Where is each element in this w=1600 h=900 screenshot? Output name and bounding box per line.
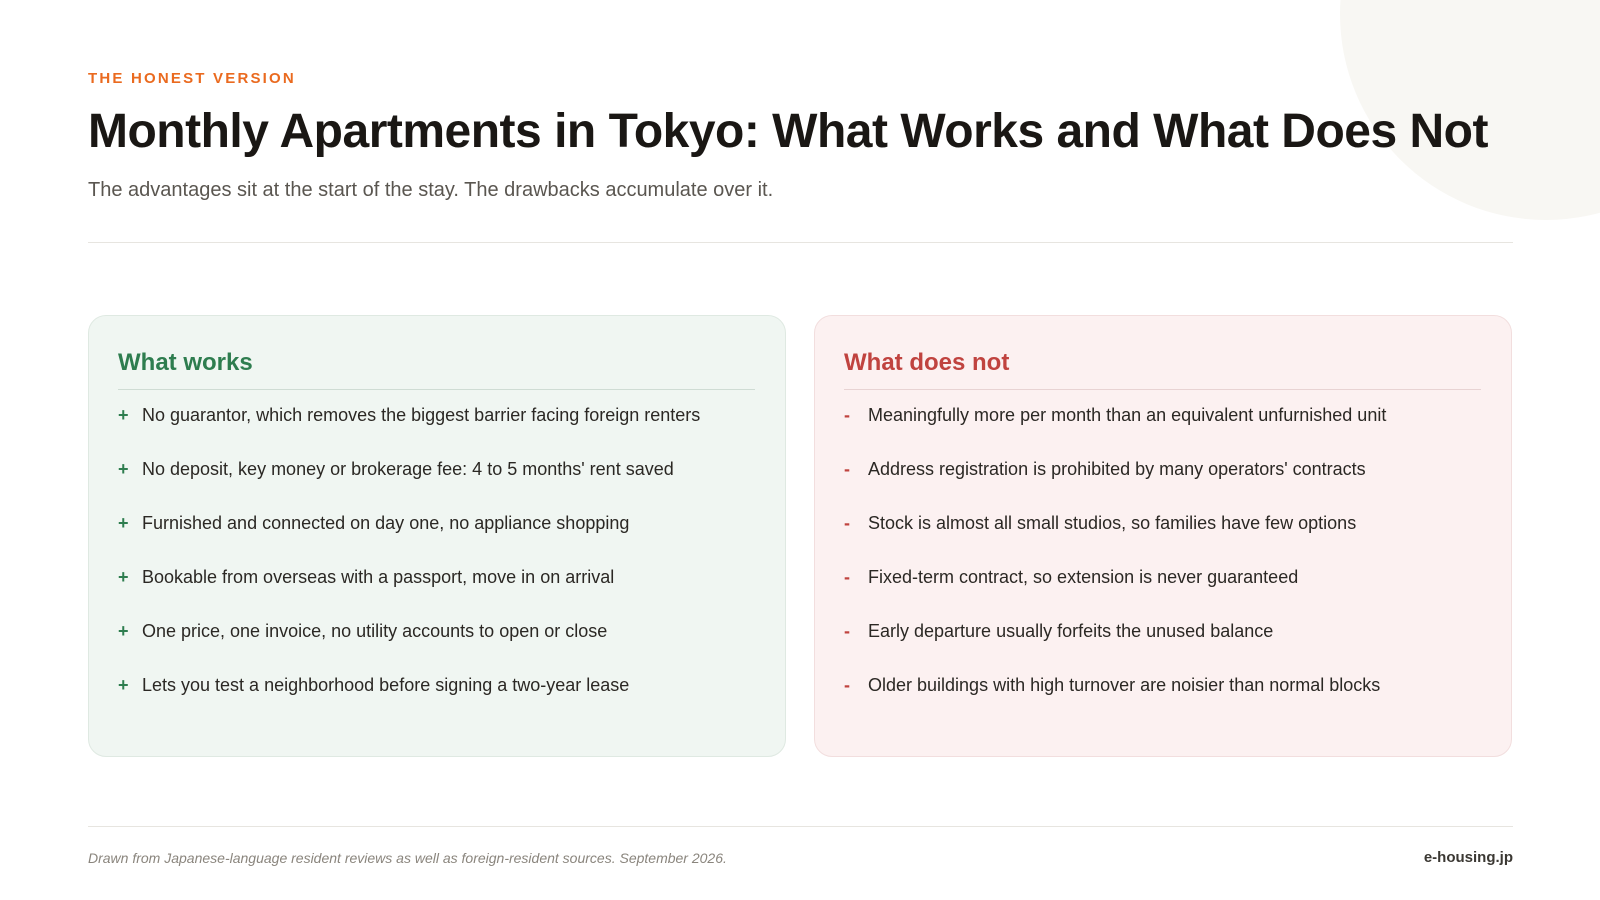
cons-panel (814, 315, 1512, 757)
pros-item (118, 510, 755, 564)
pros-item (118, 618, 755, 672)
cons-item (844, 564, 1481, 618)
pros-item (118, 672, 755, 726)
pros-item-text: One price, one invoice, no utility accounts to open or close (142, 621, 608, 641)
pros-heading: What works (118, 346, 755, 390)
eyebrow-label: THE HONEST VERSION (88, 70, 296, 87)
source-note: Drawn from Japanese-language resident reviews as well as foreign-resident sources. September 2026. (88, 850, 727, 866)
plus-icon: + (118, 567, 129, 587)
site-brand: e-housing.jp (1423, 849, 1513, 866)
cons-item (844, 456, 1481, 510)
pros-item-text: Lets you test a neighborhood before signing a two-year lease (142, 675, 630, 695)
plus-icon: + (118, 513, 129, 533)
pros-item-text: Furnished and connected on day one, no appliance shopping (142, 513, 630, 533)
plus-icon: + (118, 405, 129, 425)
plus-icon: + (118, 621, 129, 641)
cons-item-text: Fixed-term contract, so extension is never guaranteed (868, 567, 1299, 587)
minus-icon: - (844, 459, 850, 479)
cons-item (844, 510, 1481, 564)
footer-divider (88, 826, 1513, 827)
plus-icon: + (118, 675, 129, 695)
cons-item (844, 672, 1481, 726)
cons-item-text: Meaningfully more per month than an equivalent unfurnished unit (868, 405, 1387, 425)
cons-item-text: Address registration is prohibited by many operators' contracts (868, 459, 1366, 479)
pros-panel (88, 315, 786, 757)
cons-item (844, 402, 1481, 456)
cons-item-text: Older buildings with high turnover are noisier than normal blocks (868, 675, 1381, 695)
page-title: Monthly Apartments in Tokyo: What Works and What Does Not (88, 105, 1488, 158)
minus-icon: - (844, 405, 850, 425)
cons-list (844, 390, 1481, 726)
cons-item (844, 618, 1481, 672)
pros-list (118, 390, 755, 726)
cons-heading: What does not (844, 346, 1481, 390)
pros-item (118, 402, 755, 456)
minus-icon: - (844, 513, 850, 533)
cons-item-text: Stock is almost all small studios, so families have few options (868, 513, 1357, 533)
pros-item-text: No deposit, key money or brokerage fee: 4 to 5 months' rent saved (142, 459, 674, 479)
plus-icon: + (118, 459, 129, 479)
minus-icon: - (844, 675, 850, 695)
pros-item-text: Bookable from overseas with a passport, move in on arrival (142, 567, 615, 587)
cons-item-text: Early departure usually forfeits the unused balance (868, 621, 1274, 641)
pros-item-text: No guarantor, which removes the biggest barrier facing foreign renters (142, 405, 701, 425)
pros-item (118, 564, 755, 618)
header-divider (88, 242, 1513, 243)
page-subtitle: The advantages sit at the start of the stay. The drawbacks accumulate over it. (88, 179, 774, 201)
pros-item (118, 456, 755, 510)
minus-icon: - (844, 621, 850, 641)
minus-icon: - (844, 567, 850, 587)
